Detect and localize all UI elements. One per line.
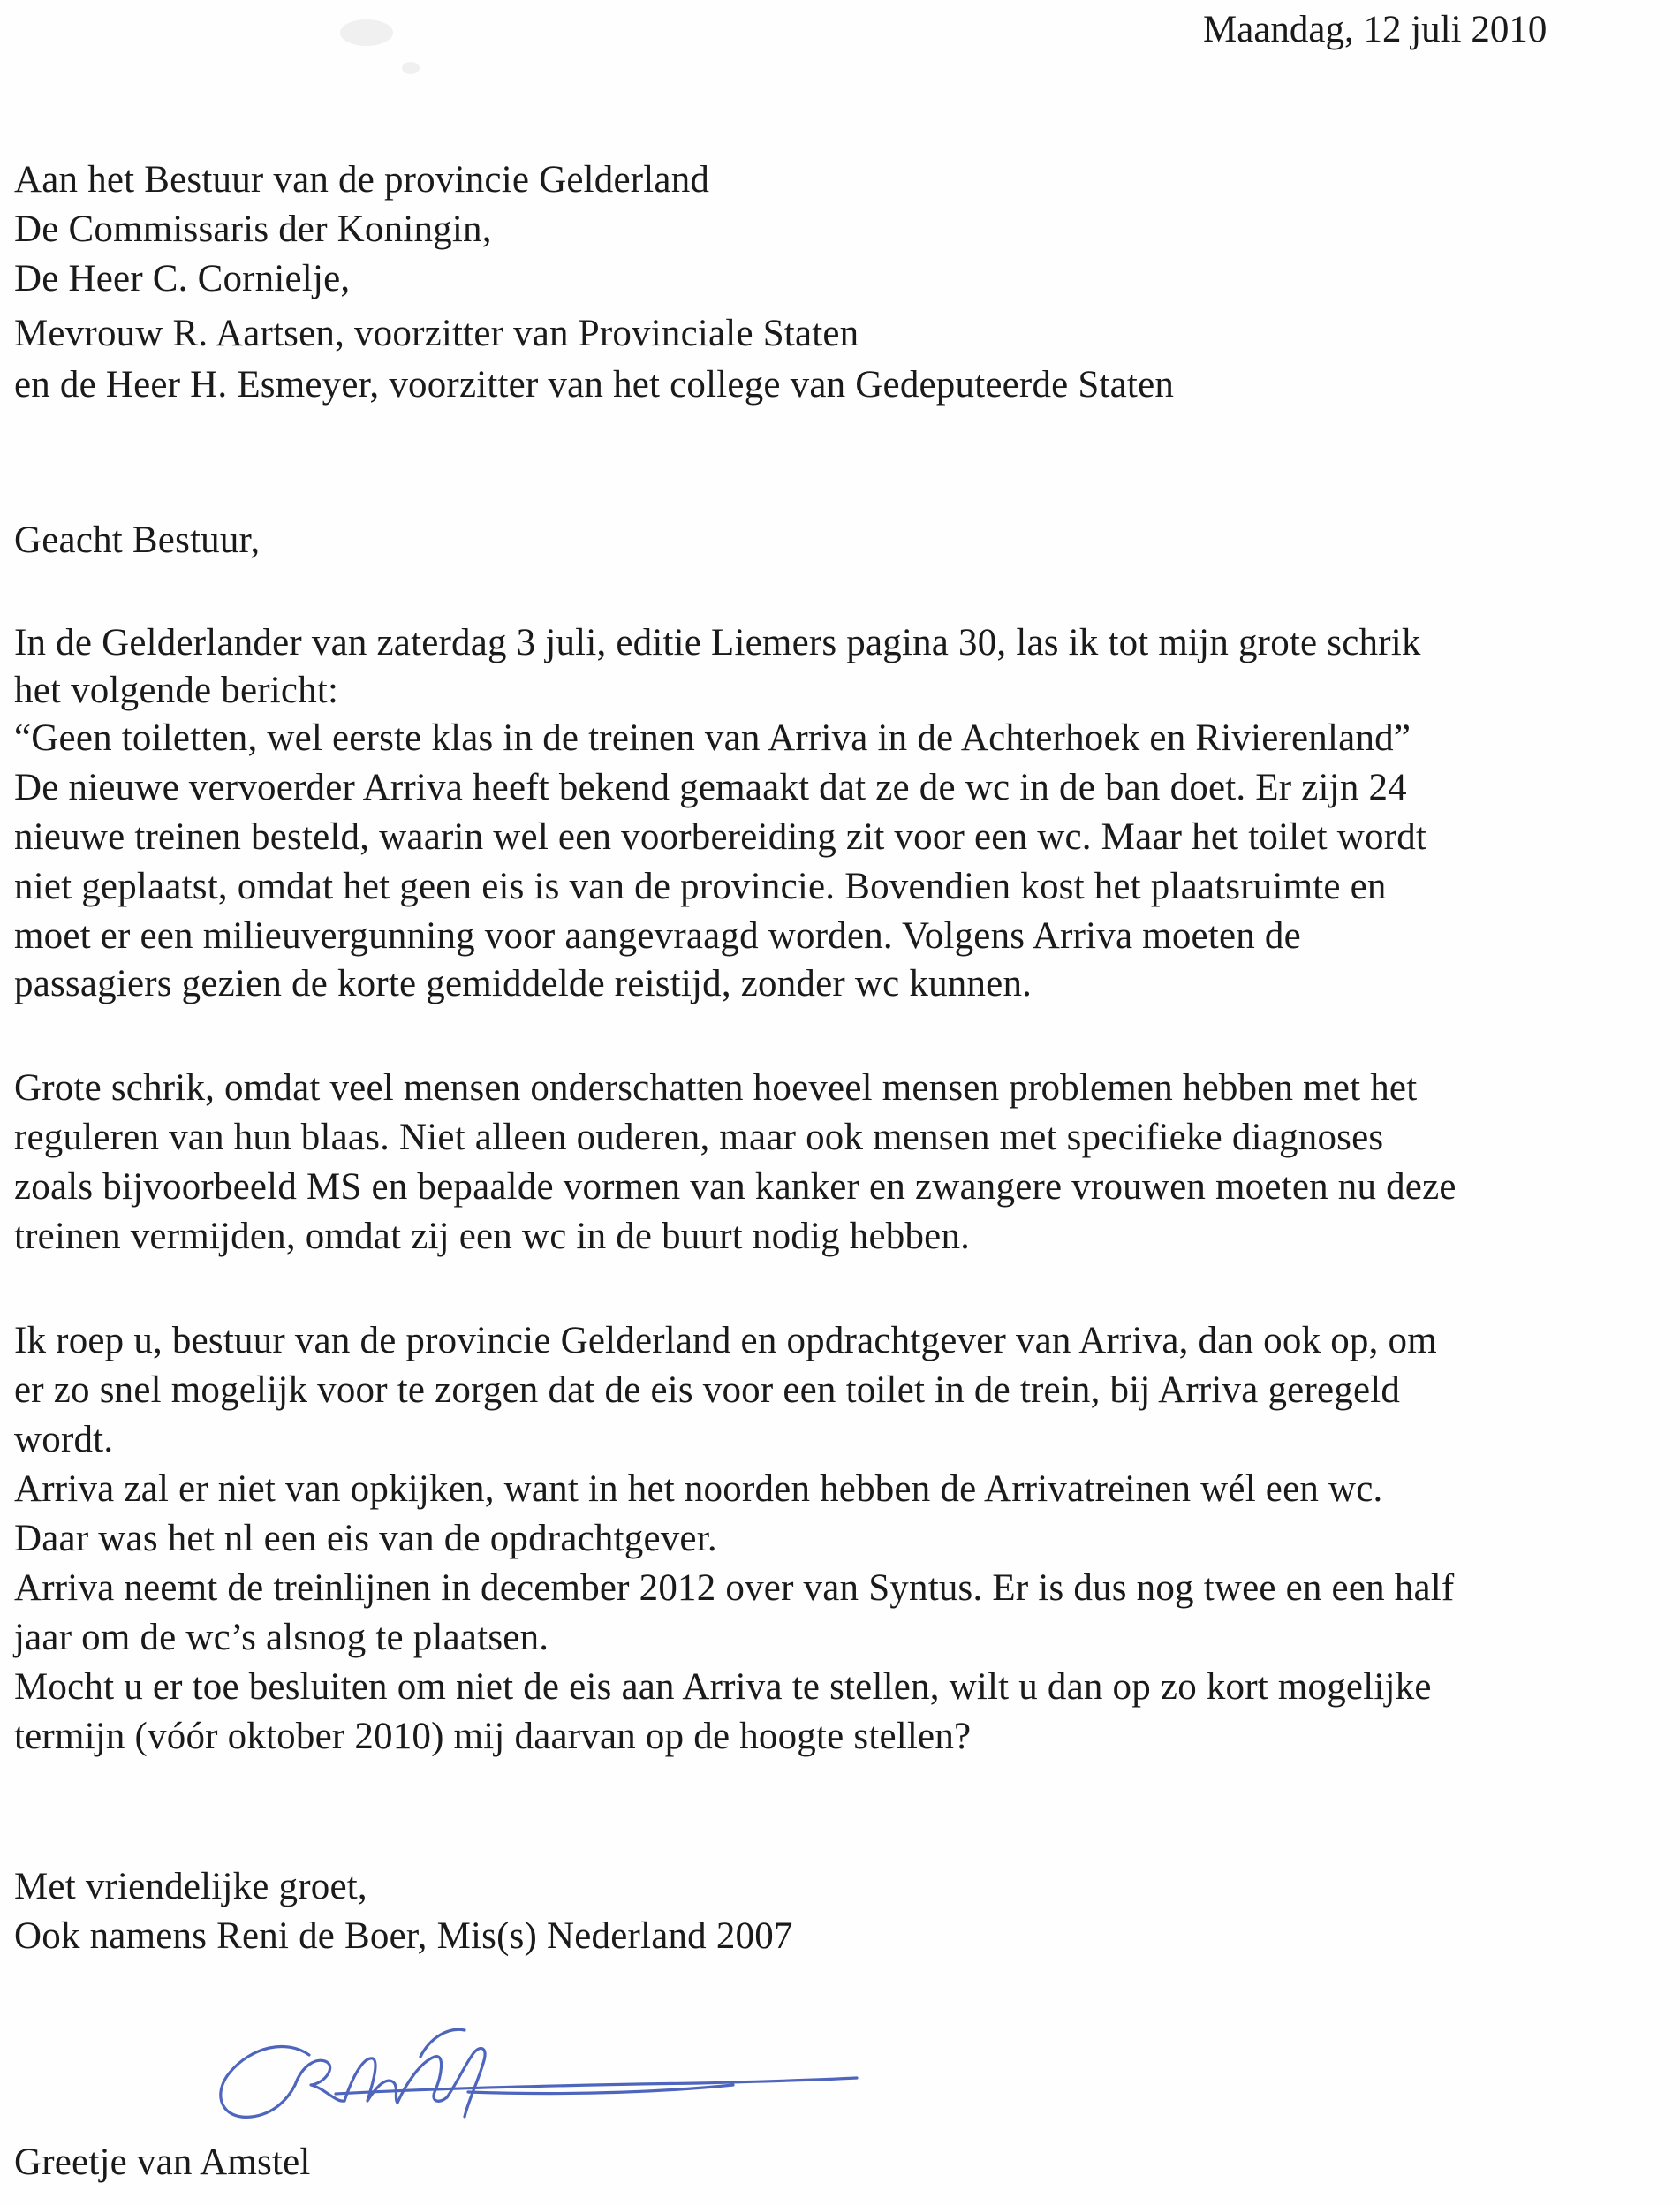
body-line: er zo snel mogelijk voor te zorgen dat de eis voor een toilet in de trein, bij Arriva geregeld xyxy=(14,1369,1401,1411)
address-line: Aan het Bestuur van de provincie Gelderland xyxy=(14,159,710,201)
body-line: niet geplaatst, omdat het geen eis is van de provincie. Bovendien kost het plaatsruimte en xyxy=(14,866,1387,907)
closing: Met vriendelijke groet, xyxy=(14,1866,367,1907)
salutation: Geacht Bestuur, xyxy=(14,519,261,561)
on-behalf-line: Ook namens Reni de Boer, Mis(s) Nederland 2007 xyxy=(14,1915,793,1957)
signatory-name: Greetje van Amstel xyxy=(14,2142,311,2183)
scan-speck xyxy=(402,62,420,74)
body-line: termijn (vóór oktober 2010) mij daarvan op de hoogte stellen? xyxy=(14,1716,972,1757)
letter-date: Maandag, 12 juli 2010 xyxy=(1203,9,1548,50)
body-line: Arriva zal er niet van opkijken, want in het noorden hebben de Arrivatreinen wél een wc. xyxy=(14,1468,1383,1510)
body-line: moet er een milieuvergunning voor aangevraagd worden. Volgens Arriva moeten de xyxy=(14,915,1301,957)
body-line: “Geen toiletten, wel eerste klas in de treinen van Arriva in de Achterhoek en Rivierenland” xyxy=(14,717,1411,759)
address-line: en de Heer H. Esmeyer, voorzitter van het college van Gedeputeerde Staten xyxy=(14,364,1175,406)
body-line: Mocht u er toe besluiten om niet de eis aan Arriva te stellen, wilt u dan op zo kort mogelijke xyxy=(14,1666,1432,1708)
body-line: Daar was het nl een eis van de opdrachtgever. xyxy=(14,1518,717,1559)
body-line: Grote schrik, omdat veel mensen onderschatten hoeveel mensen problemen hebben met het xyxy=(14,1067,1418,1109)
address-line: De Heer C. Cornielje, xyxy=(14,258,351,299)
body-line: treinen vermijden, omdat zij een wc in de buurt nodig hebben. xyxy=(14,1216,971,1257)
body-line: In de Gelderlander van zaterdag 3 juli, editie Liemers pagina 30, las ik tot mijn grote schrik xyxy=(14,622,1421,663)
handwritten-signature-icon xyxy=(203,2004,874,2136)
body-line: wordt. xyxy=(14,1419,114,1460)
body-line: zoals bijvoorbeeld MS en bepaalde vormen van kanker en zwangere vrouwen moeten nu deze xyxy=(14,1166,1457,1208)
address-line: Mevrouw R. Aartsen, voorzitter van Provinciale Staten xyxy=(14,313,859,354)
body-line: nieuwe treinen besteld, waarin wel een voorbereiding zit voor een wc. Maar het toilet wordt xyxy=(14,816,1427,858)
body-line: het volgende bericht: xyxy=(14,670,339,711)
body-line: De nieuwe vervoerder Arriva heeft bekend gemaakt dat ze de wc in de ban doet. Er zijn 24 xyxy=(14,767,1407,808)
body-line: jaar om de wc’s alsnog te plaatsen. xyxy=(14,1617,549,1658)
address-line: De Commissaris der Koningin, xyxy=(14,208,492,250)
body-line: Arriva neemt de treinlijnen in december 2012 over van Syntus. Er is dus nog twee en een half xyxy=(14,1567,1455,1609)
scan-speck xyxy=(340,19,393,46)
body-line: Ik roep u, bestuur van de provincie Gelderland en opdrachtgever van Arriva, dan ook op, om xyxy=(14,1320,1437,1361)
body-line: passagiers gezien de korte gemiddelde reistijd, zonder wc kunnen. xyxy=(14,963,1033,1004)
body-line: reguleren van hun blaas. Niet alleen ouderen, maar ook mensen met specifieke diagnoses xyxy=(14,1117,1384,1158)
